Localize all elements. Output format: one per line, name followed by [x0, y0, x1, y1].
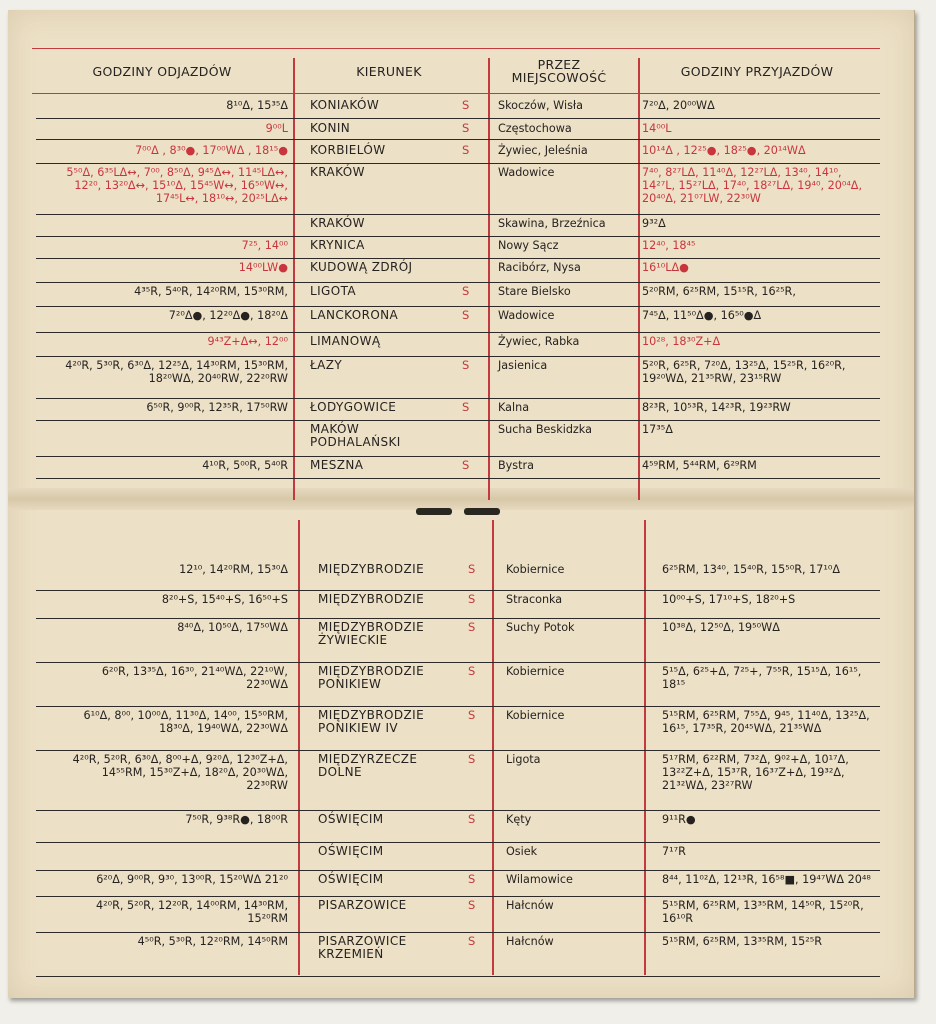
- table-row: [36, 706, 880, 751]
- via-places: Wilamowice: [506, 873, 573, 886]
- stop-flag: S: [462, 308, 470, 322]
- via-places: Skawina, Brzeźnica: [498, 217, 606, 230]
- stop-flag: S: [468, 872, 476, 886]
- arrival-times: 10³⁸Δ, 12⁵⁰Δ, 19⁵⁰WΔ: [662, 621, 780, 634]
- departure-times: 8⁴⁰Δ, 10⁵⁰Δ, 17⁵⁰WΔ: [177, 621, 288, 634]
- arrival-times: 14⁰⁰L: [642, 122, 672, 135]
- arrival-times: 5¹⁵RM, 6²⁵RM, 7⁵⁵Δ, 9⁴⁵, 11⁴⁰Δ, 13²⁵Δ, 16¹⁵, 17³⁵R, 20⁴⁵WΔ, 21³⁵WΔ: [662, 709, 870, 735]
- direction-name: PISARZOWICE KRZEMIEŃ: [318, 934, 407, 961]
- stop-flag: S: [468, 934, 476, 948]
- direction-name: KRAKÓW: [310, 216, 365, 230]
- via-places: Ligota: [506, 753, 541, 766]
- direction-name: OŚWIĘCIM: [318, 872, 384, 886]
- arrival-times: 5¹⁵RM, 6²⁵RM, 13³⁵RM, 14⁵⁰R, 15²⁰R, 16¹⁰R: [662, 899, 864, 925]
- stop-flag: S: [462, 400, 470, 414]
- arrival-times: 7²⁰Δ, 20⁰⁰WΔ: [642, 99, 715, 112]
- arrival-times: 8²³R, 10⁵³R, 14²³R, 19²³RW: [642, 401, 791, 414]
- stop-flag: S: [468, 562, 476, 576]
- departure-times: 8²⁰+S, 15⁴⁰+S, 16⁵⁰+S: [161, 593, 288, 606]
- direction-name: LIMANOWĄ: [310, 334, 381, 348]
- stop-flag: S: [468, 812, 476, 826]
- table-row: [36, 842, 880, 871]
- via-places: Wadowice: [498, 166, 555, 179]
- table-row: [36, 750, 880, 811]
- via-places: Kalna: [498, 401, 530, 414]
- arrival-times: 6²⁵RM, 13⁴⁰, 15⁴⁰R, 15⁵⁰R, 17¹⁰Δ: [662, 563, 840, 576]
- arrival-times: 7¹⁷R: [662, 845, 686, 858]
- header-arrivals: GODZINY PRZYJAZDÓW: [680, 63, 834, 79]
- departure-times: 7⁰⁰Δ , 8³⁰●, 17⁰⁰WΔ , 18¹⁵●: [135, 144, 288, 157]
- via-places: Kobiernice: [506, 665, 565, 678]
- arrival-times: 5¹⁵RM, 6²⁵RM, 13³⁵RM, 15²⁵R: [662, 935, 822, 948]
- table-row: [36, 810, 880, 843]
- direction-name: ŁODYGOWICE: [310, 400, 397, 414]
- staple-slot-right: [464, 508, 500, 515]
- arrival-times: 9¹¹R●: [662, 813, 696, 826]
- table-row: [36, 163, 880, 215]
- table-row: [36, 258, 880, 283]
- via-places: Jasienica: [498, 359, 548, 372]
- via-places: Suchy Potok: [506, 621, 575, 634]
- direction-name: OŚWIĘCIM: [318, 812, 384, 826]
- direction-name: LANCKORONA: [310, 308, 399, 322]
- departure-times: 7²⁰Δ●, 12²⁰Δ●, 18²⁰Δ: [168, 309, 288, 322]
- stop-flag: S: [468, 708, 476, 722]
- departure-times: 6²⁰R, 13³⁵Δ, 16³⁰, 21⁴⁰WΔ, 22¹⁰W, 22³⁰WΔ: [101, 665, 288, 691]
- table-row: [36, 356, 880, 399]
- direction-name: MESZNA: [310, 458, 364, 472]
- table-row: [36, 306, 880, 333]
- header-direction: KIERUNEK: [356, 63, 422, 79]
- header-via: PRZEZ MIEJSCOWOŚĆ: [511, 57, 607, 85]
- departure-times: 14⁰⁰LW●: [238, 261, 288, 274]
- via-places: Racibórz, Nysa: [498, 261, 581, 274]
- via-places: Kobiernice: [506, 709, 565, 722]
- departure-times: 7⁵⁰R, 9³⁸R●, 18⁰⁰R: [185, 813, 288, 826]
- table-row: [36, 932, 880, 977]
- direction-name: MIĘDZYBRODZIE PONIKIEW IV: [318, 708, 425, 735]
- table-row: [36, 332, 880, 357]
- departure-times: 4³⁵R, 5⁴⁰R, 14²⁰RM, 15³⁰RM,: [134, 285, 288, 298]
- departure-times: 6⁵⁰R, 9⁰⁰R, 12³⁵R, 17⁵⁰RW: [146, 401, 288, 414]
- stop-flag: S: [468, 664, 476, 678]
- departure-times: 4²⁰R, 5²⁰R, 6³⁰Δ, 8⁰⁰+Δ, 9²⁰Δ, 12³⁰Z+Δ, 14⁵⁵RM, 15³⁰Z+Δ, 18²⁰Δ, 20³⁰WΔ, 22³⁰RW: [72, 753, 288, 792]
- stop-flag: S: [468, 752, 476, 766]
- direction-name: KONIN: [310, 121, 351, 135]
- arrival-times: 16¹⁰LΔ●: [642, 261, 689, 274]
- departure-times: 4²⁰R, 5³⁰R, 6³⁰Δ, 12²⁵Δ, 14³⁰RM, 15³⁰RM, 18²⁰WΔ, 20⁴⁰RW, 22²⁰RW: [65, 359, 288, 385]
- direction-name: PISARZOWICE: [318, 898, 407, 912]
- direction-name: MIĘDZYBRODZIE: [318, 562, 425, 576]
- table-row: [36, 870, 880, 897]
- table-row: [36, 420, 880, 457]
- arrival-times: 10²⁸, 18³⁰Z+Δ: [642, 335, 721, 348]
- arrival-times: 7⁴⁵Δ, 11⁵⁰Δ●, 16⁵⁰●Δ: [642, 309, 762, 322]
- table-row: [36, 590, 880, 619]
- stop-flag: S: [468, 620, 476, 634]
- departure-times: 5⁵⁰Δ, 6³⁵LΔ↔, 7⁰⁰, 8⁵⁰Δ, 9⁴⁵Δ↔, 11⁴⁵LΔ↔, 12²⁰, 13²⁰Δ↔, 15¹⁰Δ, 15⁴⁵W↔, 16⁵⁰W↔, 17⁴⁵L↔, 18¹⁰↔, 20²⁵LΔ↔: [66, 166, 288, 205]
- stop-flag: S: [468, 592, 476, 606]
- via-places: Skoczów, Wisła: [498, 99, 583, 112]
- stop-flag: S: [462, 98, 470, 112]
- table-row: [36, 96, 880, 119]
- direction-name: MIĘDZYBRODZIE: [318, 592, 425, 606]
- stop-flag: S: [468, 898, 476, 912]
- departure-times: 4²⁰R, 5²⁰R, 12²⁰R, 14⁰⁰RM, 14³⁰RM, 15²⁰RM: [96, 899, 288, 925]
- arrival-times: 7⁴⁰, 8²⁷LΔ, 11⁴⁰Δ, 12²⁷LΔ, 13⁴⁰, 14¹⁰, 14²⁷L, 15²⁷LΔ, 17⁴⁰, 18²⁷LΔ, 19⁴⁰, 20⁰⁴Δ, 20⁴⁰Δ, 21⁰⁷LW, 22³⁰W: [642, 166, 863, 205]
- table-row: [36, 618, 880, 663]
- via-places: Częstochowa: [498, 122, 572, 135]
- table-row: [36, 282, 880, 307]
- table-row: [36, 560, 880, 591]
- direction-name: OŚWIĘCIM: [318, 844, 384, 858]
- arrival-times: 5¹⁷RM, 6²²RM, 7³²Δ, 9⁰²+Δ, 10¹⁷Δ, 13²²Z+Δ, 15³⁷R, 16³⁷Z+Δ, 19³²Δ, 21³²WΔ, 23²⁷RW: [662, 753, 849, 792]
- via-places: Stare Bielsko: [498, 285, 571, 298]
- via-places: Bystra: [498, 459, 534, 472]
- direction-name: ŁAZY: [310, 358, 343, 372]
- arrival-times: 8⁴⁴, 11⁰²Δ, 12¹³R, 16⁵⁸■, 19⁴⁷WΔ 20⁴⁸: [662, 873, 871, 886]
- staple-slot-left: [416, 508, 452, 515]
- direction-name: KORBIELÓW: [310, 143, 386, 157]
- arrival-times: 10⁰⁰+S, 17¹⁰+S, 18²⁰+S: [662, 593, 796, 606]
- via-places: Nowy Sącz: [498, 239, 559, 252]
- via-places: Kobiernice: [506, 563, 565, 576]
- departure-times: 6²⁰Δ, 9⁰⁰R, 9³⁰, 13⁰⁰R, 15²⁰WΔ 21²⁰: [96, 873, 288, 886]
- via-places: Hałcnów: [506, 935, 554, 948]
- departure-times: 4¹⁰R, 5⁰⁰R, 5⁴⁰R: [202, 459, 288, 472]
- departure-times: 12¹⁰, 14²⁰RM, 15³⁰Δ: [179, 563, 288, 576]
- direction-name: KONIAKÓW: [310, 98, 380, 112]
- departure-times: 9⁴³Z+Δ↔, 12⁰⁰: [207, 335, 288, 348]
- via-places: Żywiec, Jeleśnia: [498, 144, 588, 157]
- direction-name: MIĘDZYRZECZE DOLNE: [318, 752, 418, 779]
- arrival-times: 5²⁰RM, 6²⁵RM, 15¹⁵R, 16²⁵R,: [642, 285, 796, 298]
- via-places: Żywiec, Rabka: [498, 335, 580, 348]
- direction-name: KRAKÓW: [310, 165, 365, 179]
- via-places: Wadowice: [498, 309, 555, 322]
- direction-name: KUDOWĄ ZDRÓJ: [310, 260, 413, 274]
- arrival-times: 12⁴⁰, 18⁴⁵: [642, 239, 696, 252]
- stop-flag: S: [462, 358, 470, 372]
- via-places: Osiek: [506, 845, 538, 858]
- table-row: [36, 141, 880, 164]
- departure-times: 4⁵⁰R, 5³⁰R, 12²⁰RM, 14⁵⁰RM: [137, 935, 288, 948]
- arrival-times: 4⁵⁹RM, 5⁴⁴RM, 6²⁹RM: [642, 459, 757, 472]
- table-row: [36, 896, 880, 933]
- table-row: [36, 214, 880, 237]
- direction-name: LIGOTA: [310, 284, 356, 298]
- stop-flag: S: [462, 143, 470, 157]
- table-row: [36, 398, 880, 421]
- stop-flag: S: [462, 284, 470, 298]
- stop-flag: S: [462, 458, 470, 472]
- direction-name: MIĘDZYBRODZIE ŻYWIECKIE: [318, 620, 425, 647]
- direction-name: MIĘDZYBRODZIE PONIKIEW: [318, 664, 425, 691]
- arrival-times: 5²⁰R, 6²⁵R, 7²⁰Δ, 13²⁵Δ, 15²⁵R, 16²⁰R, 19²⁰WΔ, 21³⁵RW, 23¹⁵RW: [642, 359, 846, 385]
- via-places: Kęty: [506, 813, 532, 826]
- departure-times: 9⁰⁰L: [265, 122, 288, 135]
- page-fold: [8, 488, 914, 510]
- table-row: [36, 119, 880, 140]
- via-places: Sucha Beskidzka: [498, 423, 592, 436]
- via-places: Hałcnów: [506, 899, 554, 912]
- table-header: [32, 48, 880, 94]
- table-row: [36, 662, 880, 707]
- table-row: [36, 236, 880, 259]
- header-departures: GODZINY ODJAZDÓW: [92, 63, 232, 79]
- arrival-times: 17³⁵Δ: [642, 423, 673, 436]
- arrival-times: 9³²Δ: [642, 217, 666, 230]
- arrival-times: 5¹⁵Δ, 6²⁵+Δ, 7²⁵+, 7⁵⁵R, 15¹⁵Δ, 16¹⁵, 18¹⁵: [662, 665, 862, 691]
- departure-times: 8¹⁰Δ, 15³⁵Δ: [226, 99, 288, 112]
- direction-name: KRYNICA: [310, 238, 365, 252]
- arrival-times: 10¹⁴Δ , 12²⁵●, 18²⁵●, 20¹⁴WΔ: [642, 144, 806, 157]
- departure-times: 6¹⁰Δ, 8⁰⁰, 10⁰⁰Δ, 11³⁰Δ, 14⁰⁰, 15⁵⁰RM, 18³⁰Δ, 19⁴⁰WΔ, 22³⁰WΔ: [83, 709, 288, 735]
- departure-times: 7²⁵, 14⁰⁰: [241, 239, 288, 252]
- stop-flag: S: [462, 121, 470, 135]
- via-places: Straconka: [506, 593, 563, 606]
- direction-name: MAKÓW PODHALAŃSKI: [310, 422, 401, 449]
- table-row: [36, 456, 880, 479]
